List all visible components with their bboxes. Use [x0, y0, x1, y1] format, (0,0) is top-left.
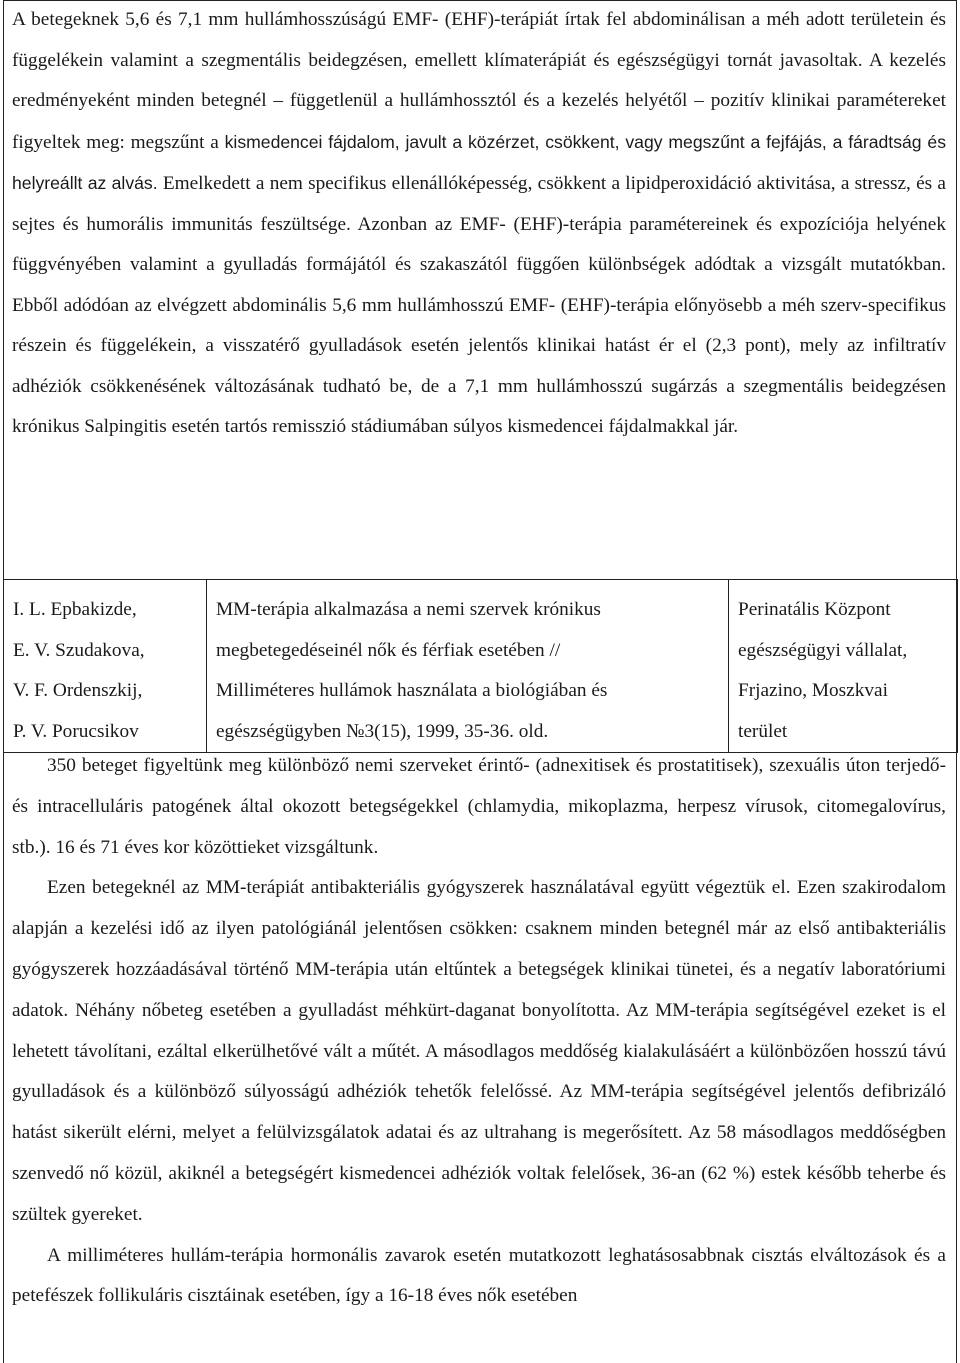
body-text — [12, 746, 946, 1317]
paragraph-patients: 350 beteget figyeltünk meg különböző nemi szerveket érintő- (adnexitisek és prostatitisek), szexuális úton terjedő- és intracelluláris patogének által okozott betegségekkel (chlamydia, mikoplazma, herpesz vírusok, citomegalovírus, stb.). 16 és 71 éves kor közöttieket vizsgáltunk. — [12, 755, 946, 858]
reference-row — [4, 580, 958, 753]
reference-title — [207, 580, 729, 753]
reference-table — [3, 579, 958, 753]
reference-authors — [4, 580, 207, 753]
p1-line-3: egészségügyi tornát javasoltak. — [616, 49, 863, 71]
paragraph-mm-therapy: Ezen betegeknél az MM-terápiát antibakteriális gyógyszerek használatával együtt végeztük el. Ezen szakirodalom alapján a kezelési idő az ilyen patológiánál jelentősen csökken: csaknem minden betegnél már az első antibakteriális gyógyszerek hozzáadásával történő MM-terápia után eltűntek a betegségek klinikai tünetei, és a negatív laboratóriumi adatok. Néhány nőbeteg esetében a gyulladást méhkürt-daganat bonyolította. Az MM-terápia segítségével ezeket is el lehetett távolítani, ezáltal elkerülhetővé vált a műtét. A másodlagos meddőség kialakulásáért a különbözően hosszú távú gyulladások és a különböző súlyosságú adhéziók tehetők felelőssé. Az MM-terápia segítségével jelentős defibrizáló hatást sikerült elérni, melyet a felülvizsgálatok adatai és az ultrahang is megerősített. Az 58 másodlagos meddőségben szenvedő nő közül, akiknél a betegségért kismedencei adhéziók voltak felelősek, 36-an (62 %) estek később teherbe és szültek gyereket. — [12, 877, 946, 1225]
institution-line-4: terület — [738, 720, 788, 742]
p1-rest: Emelkedett a nem specifikus ellenállóképesség, csökkent a lipidperoxidáció aktivitása, a stressz, és a sejtes és humorális immunitás feszültsége. Azonban az EMF- (EHF)-terápia paramétereinek és expozíciója helyének függvényében valamint a gyulladás formájától és szakaszától függően különbségek adódtak a vizsgált mutatókban. Ebből adódóan az elvégzett abdominális 5,6 mm hullámhosszú EMF- (EHF)-terápia előnyösebb a méh szerv-specifikus részein és függelékein, a visszatérő gyulladások esetén jelentős klinikai hatást ér el (2,3 pont), mely az infiltratív adhéziók csökkenésének változásának tudható be, de a 7,1 mm hullámhosszú sugárzás a szegmentális beidegzésen krónikus Salpingitis esetén tartós remisszió stádiumában súlyos kismedencei fájdalmakkal jár. — [12, 173, 946, 437]
institution-line-1: Perinatális Központ — [738, 599, 891, 620]
author-4: P. V. Porucsikov — [13, 720, 139, 742]
paragraph-hormonal: A milliméteres hullám-terápia hormonális zavarok esetén mutatkozott leghatásosabbnak cisztás elváltozások és a petefészek follikuláris cisztáinak esetében, így a 16-18 éves nők esetében — [12, 1244, 946, 1307]
title-line-1: MM-terápia alkalmazása a nemi szervek krónikus — [216, 599, 601, 620]
paragraph-emf-results — [12, 0, 946, 448]
author-2: E. V. Szudakova, — [13, 639, 145, 661]
reference-institution — [729, 580, 958, 753]
p1-line-4: A kezelés eredményeként minden betegnél – függetlenül a hullámhossztól és a kezelés helyétől – pozitív klinikai paramétereket figyeltek meg: megszűnt a — [12, 49, 946, 153]
p1-line-5: kismedencei fájdalom, javult a közérzet, csökkent, vagy megszűnt a fejfájás, a fáradtság és helyreállt az alvás. — [12, 131, 946, 193]
title-line-2: megbetegedéseinél nők és férfiak esetében // — [216, 639, 561, 661]
p1-line-2: méh adott területein és függelékein valamint a szegmentális beidegzésen, emellett klímaterápiát és — [12, 9, 947, 71]
p1-line-1: A betegeknek 5,6 és 7,1 mm hullámhosszúságú EMF- (EHF)-terápiát írtak fel abdominálisan a — [12, 9, 761, 30]
author-1: I. L. Epbakizde, — [13, 599, 137, 620]
title-line-4: egészségügyben №3(15), 1999, 35-36. old. — [216, 720, 549, 742]
author-3: V. F. Ordenszkij, — [13, 680, 143, 701]
institution-line-2: egészségügyi vállalat, — [738, 639, 908, 661]
title-line-3: Milliméteres hullámok használata a biológiában és — [216, 680, 608, 701]
institution-line-3: Frjazino, Moszkvai — [738, 680, 888, 701]
